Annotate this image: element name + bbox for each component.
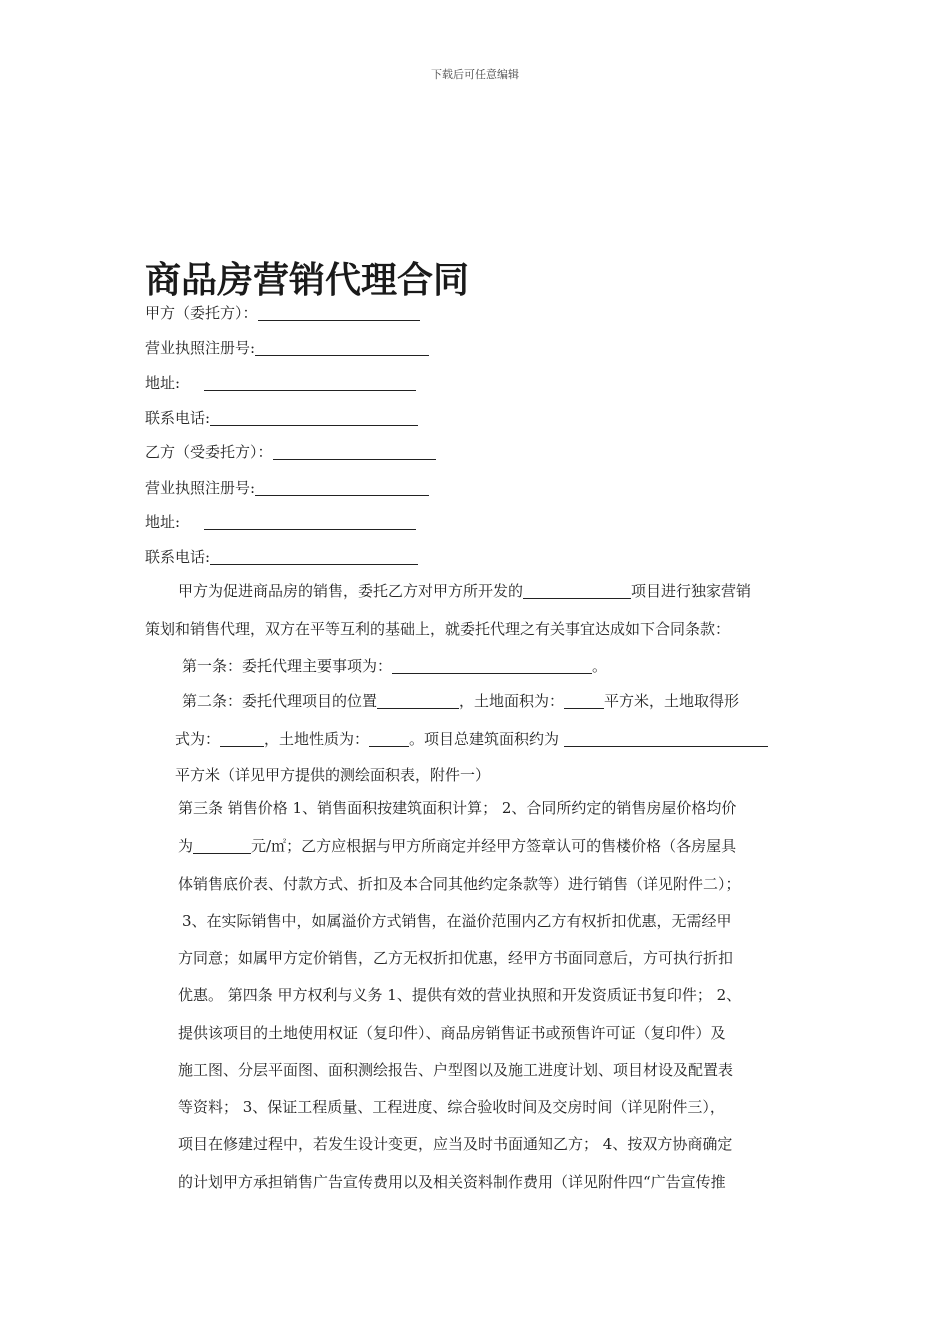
party-b-license-label: 营业执照注册号: bbox=[145, 479, 256, 497]
article-2-line-3 bbox=[175, 765, 490, 785]
header-note: 下载后可任意编辑 bbox=[431, 68, 519, 81]
land-nature-blank[interactable] bbox=[369, 731, 409, 747]
article-3-line-6 bbox=[178, 985, 741, 1005]
article-1-blank[interactable] bbox=[392, 658, 592, 674]
project-name-blank[interactable] bbox=[523, 583, 631, 599]
article-3-line-4 bbox=[182, 911, 732, 931]
article-3-text-g: 优惠。 第四条 甲方权利与义务 1、提供有效的营业执照和开发资质证书复印件； 2、 bbox=[178, 986, 742, 1004]
avg-price-blank[interactable] bbox=[193, 838, 251, 854]
article-4-text-c: 等资料； 3、保证工程质量、工程进度、综合验收时间及交房时间（详见附件三）， bbox=[178, 1098, 725, 1116]
party-b-blank[interactable] bbox=[273, 444, 436, 460]
party-a-phone-blank[interactable] bbox=[210, 410, 418, 426]
party-a-address-field bbox=[145, 373, 416, 395]
article-2-text-a: 第二条：委托代理项目的位置 bbox=[182, 692, 378, 710]
article-3-text-a: 第三条 销售价格 1、销售面积按建筑面积计算； 2、合同所约定的销售房屋价格均价 bbox=[178, 799, 737, 817]
party-b-phone-blank[interactable] bbox=[210, 549, 418, 565]
land-area-blank[interactable] bbox=[564, 693, 604, 709]
article-4-line-3 bbox=[178, 1097, 725, 1117]
party-b-address-blank[interactable] bbox=[204, 514, 416, 530]
article-3-text-d: 体销售底价表、付款方式、折扣及本合同其他约定条款等）进行销售（详见附件二）； bbox=[178, 875, 741, 893]
party-a-field bbox=[145, 303, 420, 325]
article-4-line-4 bbox=[178, 1134, 732, 1154]
party-b-license-field bbox=[145, 478, 429, 500]
intro-line-2 bbox=[145, 619, 730, 639]
document-title: 商品房营销代理合同 bbox=[145, 260, 470, 301]
party-b-field bbox=[145, 442, 436, 464]
article-1-end: 。 bbox=[592, 657, 608, 675]
intro-line-1 bbox=[178, 581, 751, 601]
party-a-license-blank[interactable] bbox=[255, 340, 429, 356]
article-4-text-e: 的计划甲方承担销售广告宣传费用以及相关资料制作费用（详见附件四“广告宣传推 bbox=[178, 1173, 726, 1191]
article-4-line-5 bbox=[178, 1172, 726, 1192]
article-3-text-f: 方同意；如属甲方定价销售，乙方无权折扣优惠，经甲方书面同意后，方可执行折扣 bbox=[178, 949, 734, 967]
intro-text-1a: 甲方为促进商品房的销售，委托乙方对甲方所开发的 bbox=[178, 582, 524, 600]
intro-text-2: 策划和销售代理，双方在平等互利的基础上，就委托代理之有关事宜达成如下合同条款： bbox=[145, 620, 731, 638]
article-2-line-2 bbox=[175, 729, 768, 749]
article-4-line-2 bbox=[178, 1060, 733, 1080]
article-3-text-e: 3、在实际销售中，如属溢价方式销售，在溢价范围内乙方有权折扣优惠，无需经甲 bbox=[182, 912, 732, 930]
article-2-text-g: 平方米（详见甲方提供的测绘面积表，附件一） bbox=[175, 766, 491, 784]
article-4-text-d: 项目在修建过程中，若发生设计变更，应当及时书面通知乙方； 4、按双方协商确定 bbox=[178, 1135, 733, 1153]
article-1-line bbox=[182, 656, 607, 676]
total-area-blank[interactable] bbox=[564, 731, 768, 747]
article-4-text-a: 提供该项目的土地使用权证（复印件）、商品房销售证书或预售许可证（复印件）及 bbox=[178, 1024, 726, 1042]
party-b-address-label: 地址: bbox=[145, 513, 181, 531]
article-2-text-f: 。项目总建筑面积约为 bbox=[409, 730, 560, 748]
party-b-address-field bbox=[145, 512, 416, 534]
article-3-text-b: 为 bbox=[178, 837, 194, 855]
party-b-phone-label: 联系电话: bbox=[145, 548, 211, 566]
article-2-text-c: 平方米，土地取得形 bbox=[604, 692, 740, 710]
article-4-text-b: 施工图、分层平面图、面积测绘报告、户型图以及施工进度计划、项目材设及配置表 bbox=[178, 1061, 734, 1079]
article-2-text-b: ，土地面积为： bbox=[459, 692, 565, 710]
article-3-line-2 bbox=[178, 836, 736, 856]
article-3-line-5 bbox=[178, 948, 733, 968]
party-a-phone-field bbox=[145, 408, 418, 430]
intro-text-1b: 项目进行独家营销 bbox=[631, 582, 752, 600]
party-b-license-blank[interactable] bbox=[255, 480, 429, 496]
article-3-line-3 bbox=[178, 874, 741, 894]
article-2-text-e: ，土地性质为： bbox=[264, 730, 370, 748]
article-3-line-1 bbox=[178, 798, 736, 818]
party-a-blank[interactable] bbox=[258, 305, 420, 321]
land-acquisition-blank[interactable] bbox=[220, 731, 264, 747]
party-a-license-field bbox=[145, 338, 429, 360]
article-2-line-1 bbox=[182, 691, 739, 711]
party-b-phone-field bbox=[145, 547, 418, 569]
project-location-blank[interactable] bbox=[377, 693, 459, 709]
party-a-phone-label: 联系电话: bbox=[145, 409, 211, 427]
article-1-text: 第一条：委托代理主要事项为： bbox=[182, 657, 393, 675]
party-a-label: 甲方（委托方）： bbox=[145, 304, 258, 322]
article-2-text-d: 式为： bbox=[175, 730, 221, 748]
party-a-address-label: 地址: bbox=[145, 374, 181, 392]
party-a-address-blank[interactable] bbox=[204, 375, 416, 391]
article-4-line-1 bbox=[178, 1023, 726, 1043]
party-a-license-label: 营业执照注册号: bbox=[145, 339, 256, 357]
party-b-label: 乙方（受委托方）： bbox=[145, 443, 273, 461]
article-3-text-c: 元/㎡；乙方应根据与甲方所商定并经甲方签章认可的售楼价格（各房屋具 bbox=[251, 837, 737, 855]
